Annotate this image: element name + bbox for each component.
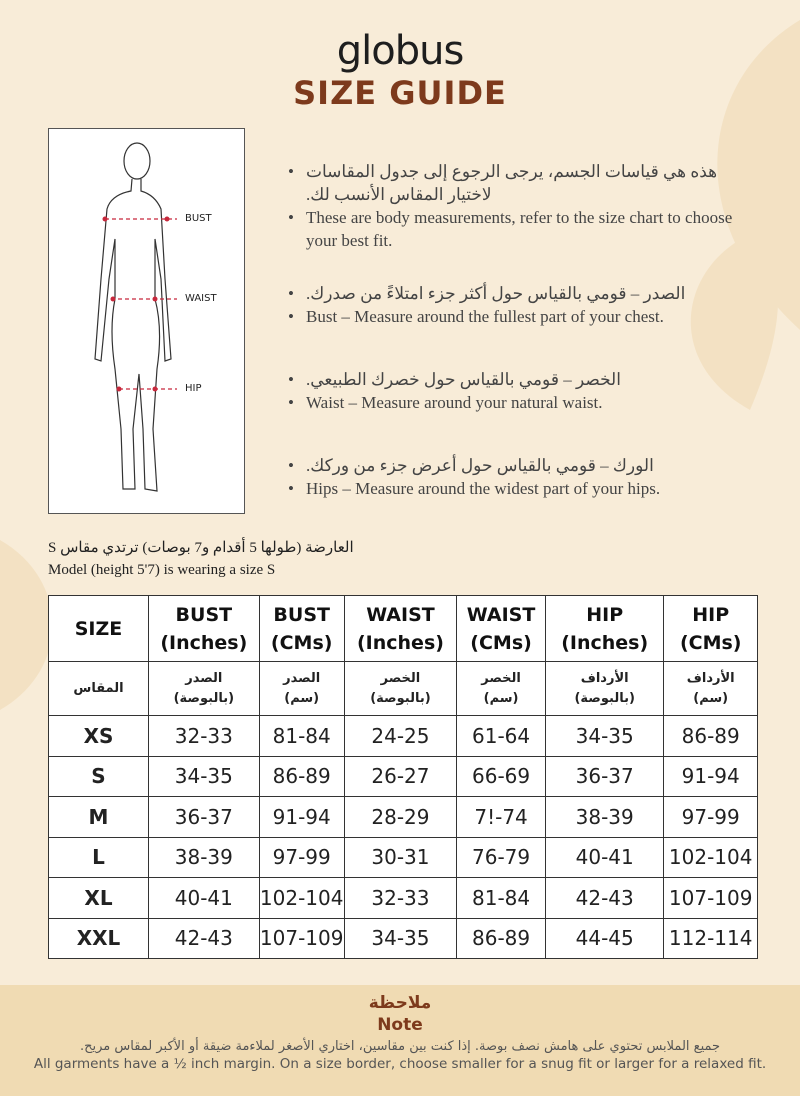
table-row [49, 878, 758, 919]
column-header-measure: SIZE [74, 617, 123, 640]
measurement-cell: 38-39 [149, 837, 260, 878]
column-header-measure: BUST [273, 603, 330, 626]
measurement-cell: 86-89 [457, 918, 546, 959]
measurement-cell: 32-33 [344, 878, 456, 919]
measurement-cell: 107-109 [259, 918, 344, 959]
model-info [48, 537, 354, 581]
column-header-ar: الخصر (بالبوصة) [344, 662, 456, 716]
measurement-cell: 97-99 [259, 837, 344, 878]
size-cell: S [49, 756, 149, 797]
measurement-cell: 28-29 [344, 797, 456, 838]
column-header-unit: (Inches) [356, 631, 444, 654]
measurement-cell: 81-84 [259, 716, 344, 757]
measurement-cell: 102-104 [664, 837, 758, 878]
body-measurement-figure [48, 128, 245, 514]
measurement-instructions: • هذه هي قياسات الجسم، يرجى الرجوع إلى جدول المقاسات لاختيار المقاس الأنسب لك. • These are body measurements, refer to the size chart to choose your best fit. • الصدر – قومي بالقياس حول أكثر جزء امتلاءً من صدرك. • Bust – Measure around the fullest part of your chest. • الخصر – قومي بالقياس حول خصرك الطبيعي. • Waist – Measure around your natural waist. • الورك – قومي بالقياس حول أعرض جزء من وركك. • Hips – Measure around the widest part of your hips. [288, 160, 748, 522]
hip-instruction-en: Hips – Measure around the widest part of your hips. [306, 479, 661, 498]
column-header-ar: الصدر (بالبوصة) [149, 662, 260, 716]
column-header-measure: HIP [586, 603, 624, 626]
brand-logo: globus [336, 28, 464, 74]
measurement-cell: 34-35 [545, 716, 663, 757]
measurement-cell: 91-94 [664, 756, 758, 797]
column-header-ar: الصدر (سم) [259, 662, 344, 716]
size-chart-table [48, 595, 758, 959]
instruction-ar: هذه هي قياسات الجسم، يرجى الرجوع إلى جدول المقاسات لاختيار المقاس الأنسب لك. [306, 162, 718, 204]
size-cell: XXL [49, 918, 149, 959]
column-header-measure: HIP [692, 603, 730, 626]
measurement-cell: 30-31 [344, 837, 456, 878]
waist-instruction-en: Waist – Measure around your natural waist. [306, 393, 603, 412]
column-header [664, 596, 758, 662]
measurement-cell: 24-25 [344, 716, 456, 757]
table-row [49, 918, 758, 959]
size-cell: XS [49, 716, 149, 757]
model-info-ar: العارضة (طولها 5 أقدام و7 بوصات) ترتدي مقاس S [48, 540, 354, 556]
measurement-cell: 91-94 [259, 797, 344, 838]
size-cell: M [49, 797, 149, 838]
measurement-cell: 36-37 [149, 797, 260, 838]
column-header-ar: الخصر (سم) [457, 662, 546, 716]
instruction-en: These are body measurements, refer to the size chart to choose your best fit. [306, 208, 733, 250]
column-header-measure: BUST [175, 603, 233, 626]
measurement-cell: 42-43 [545, 878, 663, 919]
measurement-cell: 34-35 [344, 918, 456, 959]
column-header-ar: الأرداف (سم) [664, 662, 758, 716]
measurement-cell: 102-104 [259, 878, 344, 919]
table-row [49, 716, 758, 757]
measurement-cell: 36-37 [545, 756, 663, 797]
measurement-cell: 26-27 [344, 756, 456, 797]
column-header [545, 596, 663, 662]
table-row [49, 756, 758, 797]
measurement-cell: 38-39 [545, 797, 663, 838]
measurement-cell: 97-99 [664, 797, 758, 838]
column-header [149, 596, 260, 662]
measurement-cell: 7!-74 [457, 797, 546, 838]
hip-instruction-ar: الورك – قومي بالقياس حول أعرض جزء من وركك. [306, 456, 654, 475]
note-title-ar: ملاحظة [368, 993, 432, 1013]
measurement-cell: 42-43 [149, 918, 260, 959]
model-info-en: Model (height 5'7) is wearing a size S [48, 562, 276, 578]
note-text: All garments have a ½ inch margin. On a size border, choose smaller for a snug fit or larger for a relaxed fit. [33, 1056, 767, 1072]
page-title: SIZE GUIDE [293, 74, 507, 112]
column-header-unit: (Inches) [160, 631, 248, 654]
table-row [49, 837, 758, 878]
column-header-measure: WAIST [366, 603, 435, 626]
body-outline-illustration [49, 129, 246, 515]
measurement-cell: 32-33 [149, 716, 260, 757]
column-header-unit: (CMs) [270, 631, 333, 654]
column-header [49, 596, 149, 662]
column-header-ar: الأرداف (بالبوصة) [545, 662, 663, 716]
column-header-ar: المقاس [49, 662, 149, 716]
measurement-cell: 107-109 [664, 878, 758, 919]
column-header-unit: (CMs) [470, 631, 532, 654]
bust-instruction-en: Bust – Measure around the fullest part of your chest. [306, 307, 664, 326]
measurement-cell: 76-79 [457, 837, 546, 878]
size-cell: XL [49, 878, 149, 919]
measurement-cell: 44-45 [545, 918, 663, 959]
column-header-unit: (Inches) [561, 631, 649, 654]
size-cell: L [49, 837, 149, 878]
bust-instruction-ar: الصدر – قومي بالقياس حول أكثر جزء امتلاءً من صدرك. [306, 284, 686, 303]
note-title: Note [377, 1015, 423, 1035]
note-text-ar: جميع الملابس تحتوي على هامش نصف بوصة. إذا كنت بين مقاسين، اختاري الأصغر لملاءمة ضيقة أو الأكبر لمقاس مريح. [79, 1039, 721, 1054]
measurement-cell: 66-69 [457, 756, 546, 797]
measurement-cell: 40-41 [545, 837, 663, 878]
measurement-cell: 86-89 [664, 716, 758, 757]
measurement-cell: 81-84 [457, 878, 546, 919]
note-section [0, 985, 800, 1096]
measurement-cell: 34-35 [149, 756, 260, 797]
table-row [49, 797, 758, 838]
column-header [259, 596, 344, 662]
column-header [457, 596, 546, 662]
column-header [344, 596, 456, 662]
measurement-cell: 86-89 [259, 756, 344, 797]
column-header-unit: (CMs) [679, 631, 742, 654]
measurement-cell: 112-114 [664, 918, 758, 959]
measurement-cell: 40-41 [149, 878, 260, 919]
measurement-cell: 61-64 [457, 716, 546, 757]
hip-label: HIP [185, 383, 202, 394]
waist-instruction-ar: الخصر – قومي بالقياس حول خصرك الطبيعي. [306, 370, 621, 389]
header-row-ar [49, 662, 758, 716]
header-row [49, 596, 758, 662]
waist-label: WAIST [185, 293, 217, 304]
column-header-measure: WAIST [466, 603, 536, 626]
bust-label: BUST [185, 213, 212, 224]
